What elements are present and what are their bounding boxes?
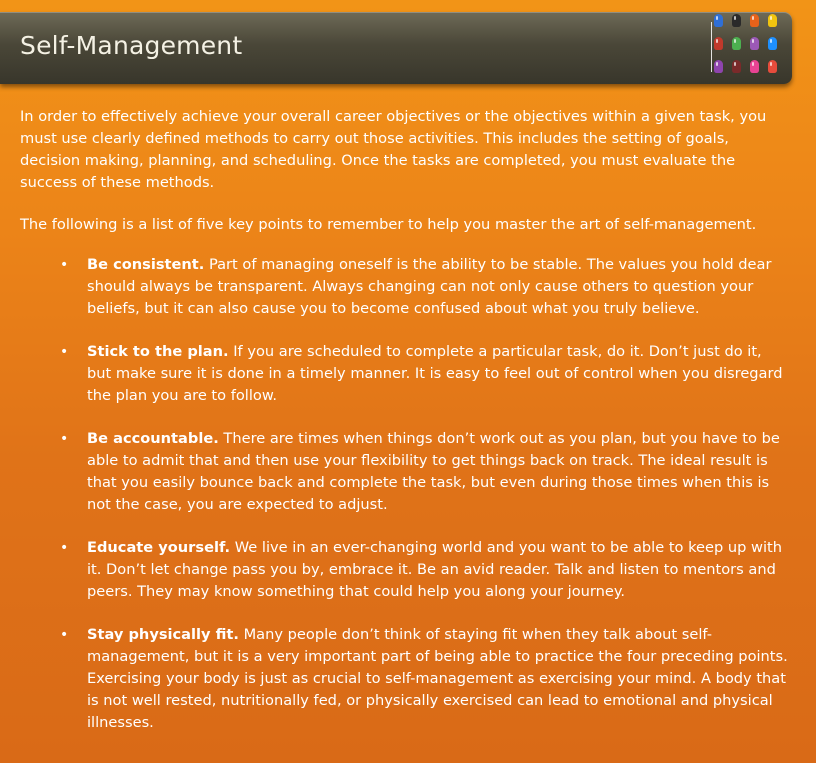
title-bar <box>0 12 792 84</box>
crayon-tip <box>750 60 759 73</box>
page-title: Self-Management <box>20 31 243 60</box>
crayon-tip <box>750 37 759 50</box>
lead-paragraph: The following is a list of five key points to remember to help you master the art of self-management. <box>20 216 757 233</box>
bullet-icon: • <box>60 540 69 556</box>
key-points-list <box>20 254 790 734</box>
bullet-icon: • <box>60 257 69 273</box>
crayon-tip <box>768 37 777 50</box>
point-heading: Be consistent. <box>87 256 205 273</box>
bullet-icon: • <box>60 627 69 643</box>
point-heading: Stick to the plan. <box>87 343 229 360</box>
bullet-icon: • <box>60 344 69 360</box>
intro-paragraph: In order to effectively achieve your overall career objectives or the objectives within a given task, you must use clearly defined methods to carry out those activities. This includes the setting of goals, decision making, planning, and scheduling. Once the tasks are completed, you must evaluate the success of these methods. <box>20 108 767 191</box>
point-text: Many people don’t think of staying fit when they talk about self-management, but it is a very important part of being able to practice the four preceding points. Exercising your body is just as crucial to self-management as exercising your mind. A body that is not well rested, nutritionally fed, or physically exercised can lead to emotional and physical illnesses. <box>87 626 788 731</box>
list-item <box>20 624 790 734</box>
crayons-icon <box>708 12 784 84</box>
crayon-tip <box>768 60 777 73</box>
point-heading: Be accountable. <box>87 430 219 447</box>
list-item <box>20 428 790 516</box>
crayon-tip <box>714 14 723 27</box>
crayon-divider <box>711 22 712 72</box>
list-item <box>20 254 790 320</box>
crayon-tip <box>750 14 759 27</box>
point-text: If you are scheduled to complete a particular task, do it. Don’t just do it, but make sure it is done in a timely manner. It is easy to feel out of control when you disregard the plan you are to follow. <box>87 343 783 404</box>
point-heading: Educate yourself. <box>87 539 231 556</box>
crayon-tip <box>732 60 741 73</box>
list-item <box>20 537 790 603</box>
document-body <box>20 106 790 755</box>
crayon-tip <box>714 60 723 73</box>
bullet-icon: • <box>60 431 69 447</box>
crayon-tip <box>732 14 741 27</box>
point-text: We live in an ever-changing world and you want to be able to keep up with it. Don’t let change pass you by, embrace it. Be an avid reader. Talk and listen to mentors and peers. They may know something that could help you along your journey. <box>87 539 783 600</box>
crayon-tip <box>768 14 777 27</box>
point-text: Part of managing oneself is the ability to be stable. The values you hold dear should always be transparent. Always changing can not only cause others to question your beliefs, but it can also cause you to become confused about what you truly believe. <box>87 256 772 317</box>
list-item <box>20 341 790 407</box>
point-text: There are times when things don’t work out as you plan, but you have to be able to admit that and then use your flexibility to get things back on track. The ideal result is that you easily bounce back and complete the task, but even during those times when this is not the case, you are expected to adjust. <box>87 430 780 513</box>
crayon-tip <box>732 37 741 50</box>
crayon-tip <box>714 37 723 50</box>
point-heading: Stay physically fit. <box>87 626 239 643</box>
